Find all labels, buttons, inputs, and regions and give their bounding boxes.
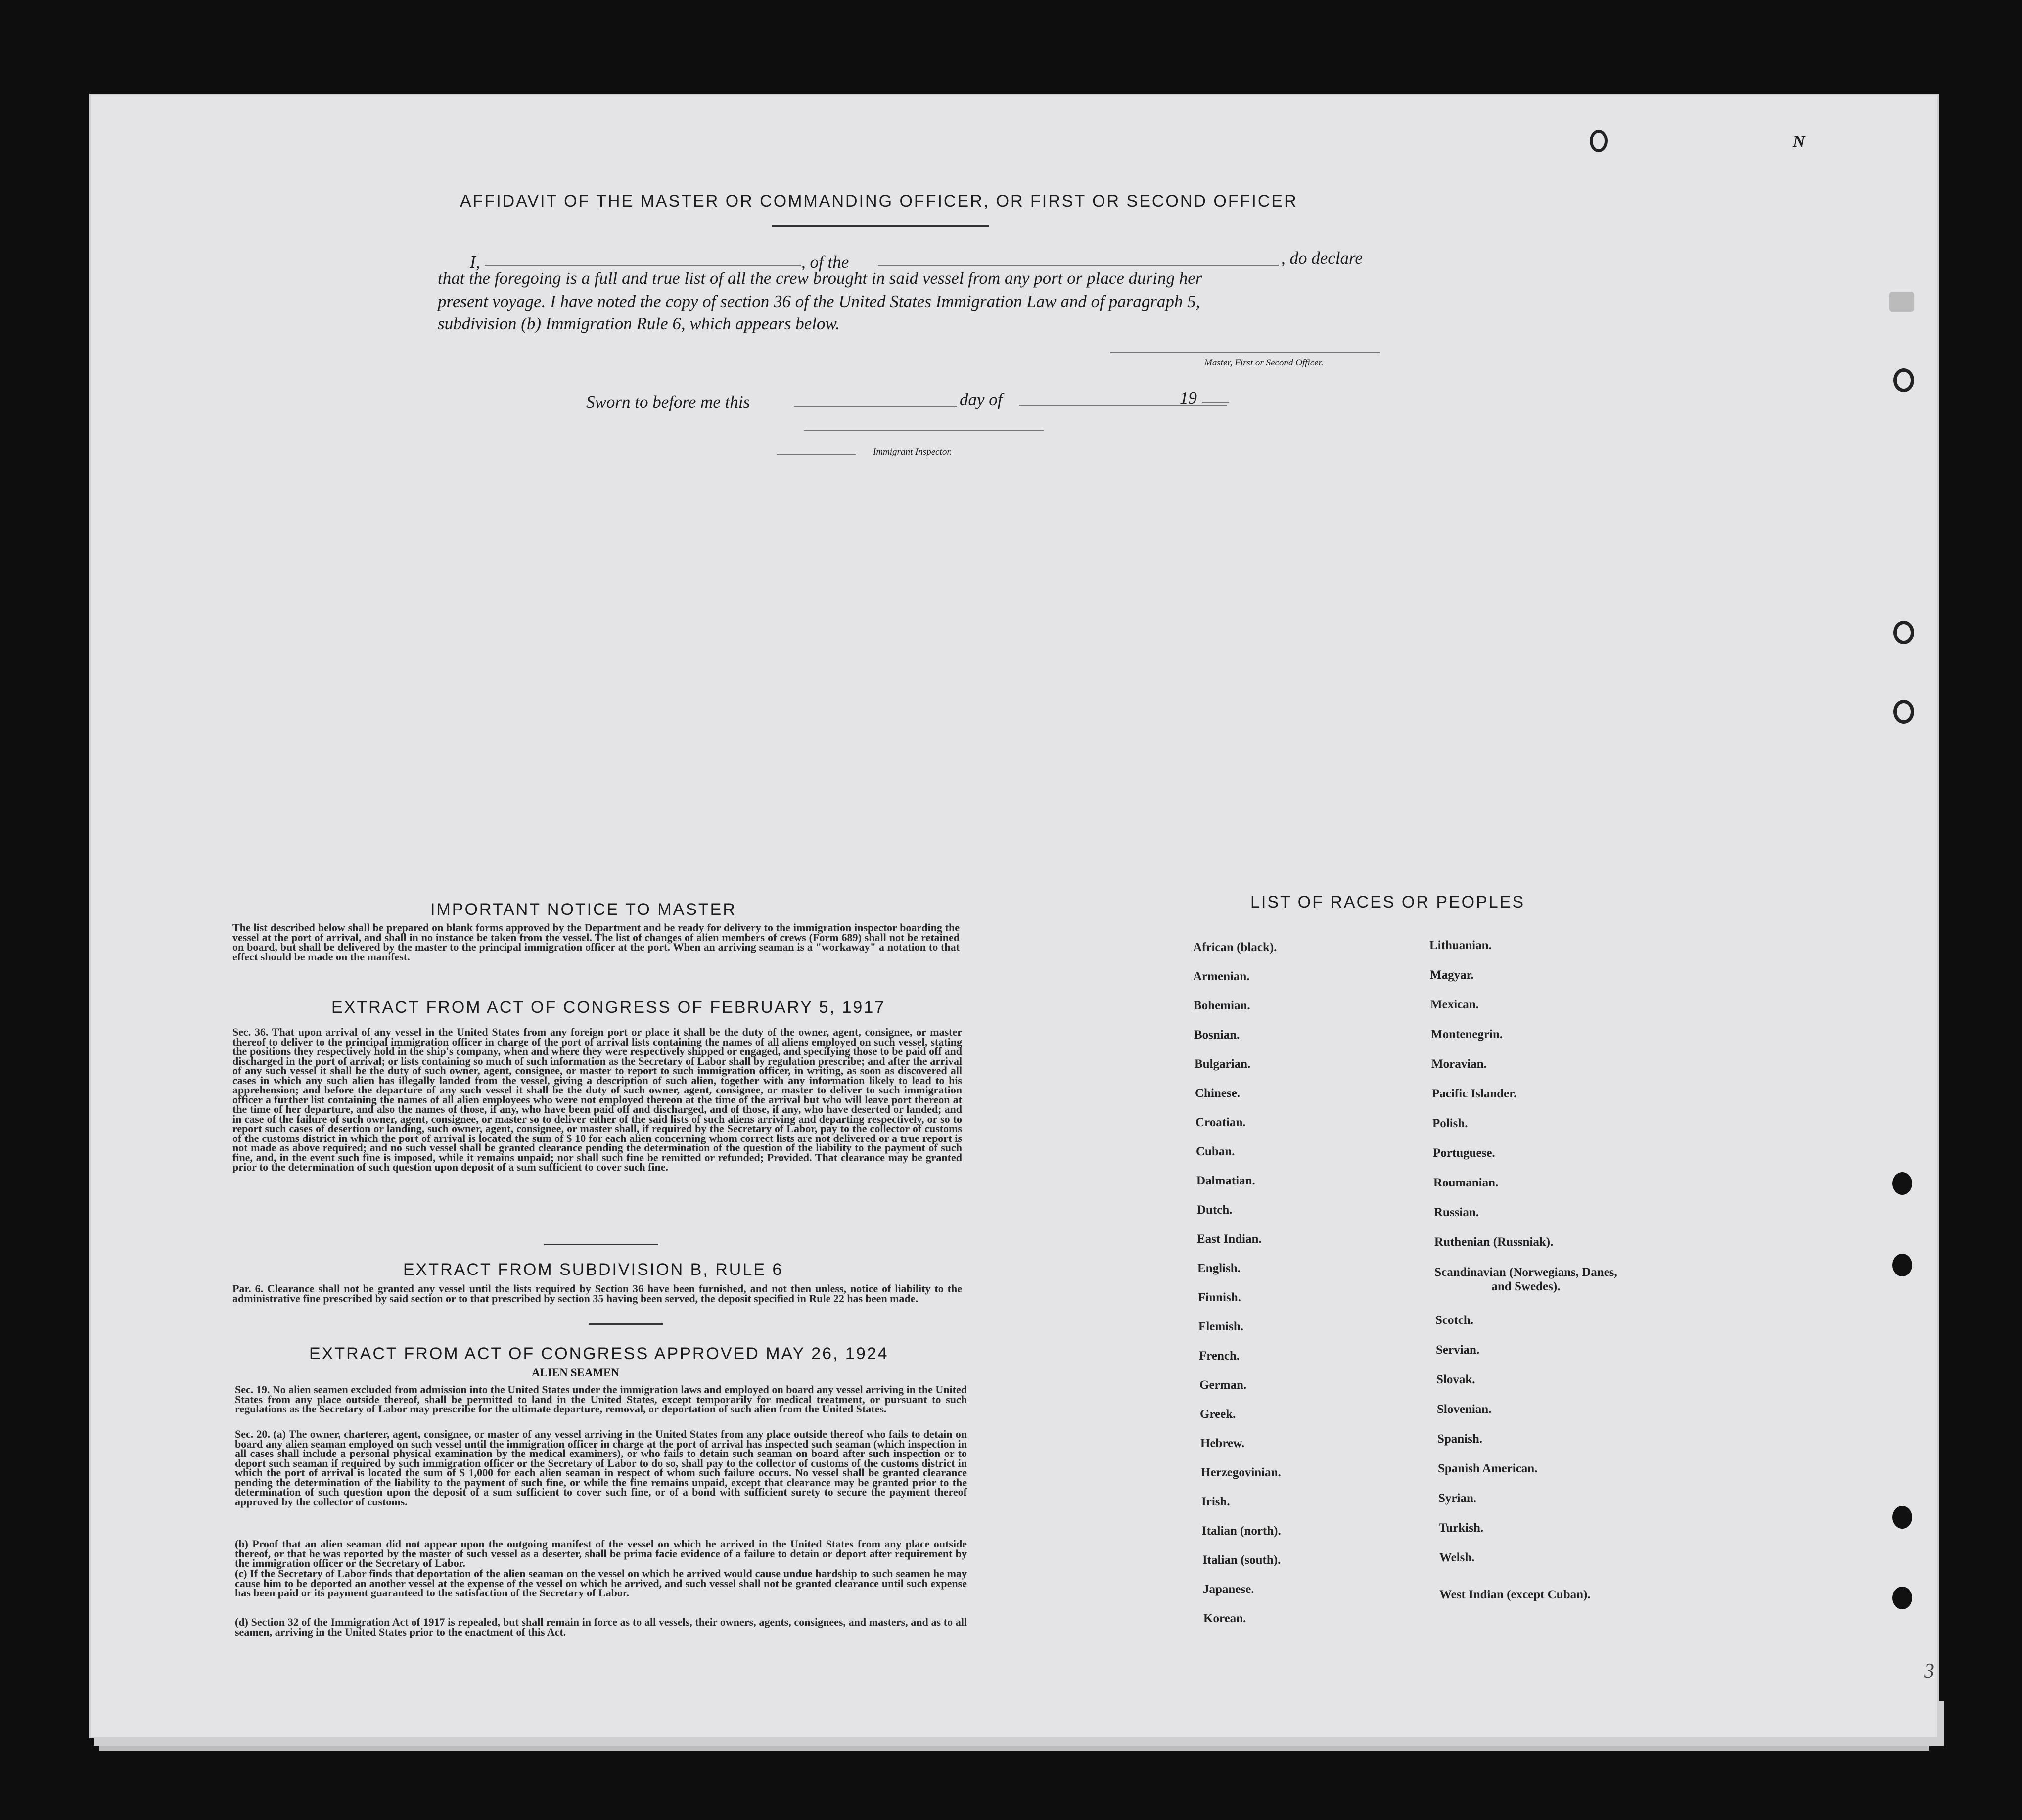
extract-rule6-title: EXTRACT FROM SUBDIVISION B, RULE 6 <box>403 1260 783 1279</box>
race-item: Slovak. <box>1436 1373 1475 1386</box>
race-item: Roumanian. <box>1433 1176 1499 1189</box>
race-item: Spanish. <box>1437 1432 1483 1446</box>
margin-number: 3 <box>1924 1660 1934 1683</box>
inspector-caption: Immigrant Inspector. <box>873 447 952 457</box>
extract-1924-sec20: Sec. 20. (a) The owner, charterer, agent, consignee, or master of any vessel arriving in the United States from any place outside thereof who fails to detain on board any alien seaman employed on such vessel until the immigration officer in charge at the port of arrival has inspected such seaman (which inspection in all cases shall include a personal physical examination by the medical examiners), or who fails to detain such seaman on board after such inspection or to deport such seaman if required by such immigration officer or the Secretary of Labor to do so, shall pay to the collector of customs of the customs district in which the port of arrival is located the sum of $ 1,000 for each alien seaman in respect of whom such failure occurs. No vessel shall be granted clearance pending the determination of the liability to the payment of such fine, or while the fine remains unpaid, except that clearance may be granted prior to the determination of such question upon the deposit of a sum sufficient to cover such fine, or of a bond with sufficient surety to secure the payment thereof approved by the collector of customs. <box>235 1428 967 1508</box>
race-item: Turkish. <box>1439 1521 1484 1535</box>
race-item: Magyar. <box>1430 968 1474 982</box>
binder-tab <box>1889 292 1914 312</box>
race-item: Mexican. <box>1430 998 1479 1011</box>
race-item: Irish. <box>1201 1495 1230 1508</box>
master-caption: Master, First or Second Officer. <box>1204 358 1324 368</box>
notice-text: The list described below shall be prepared on blank forms approved by the Department and be ready for delivery to the immigration inspector boarding the vessel at the port of arrival, and shall in no instance be taken from the vessel. The list of changes of alien members of crews (Form 689) shall not be retained on board, but shall be delivered by the master to the principal immigration officer at the port. When an arriving seaman is a "workaway" a notation to that effect should be made on the manifest. <box>232 921 960 963</box>
race-item: Moravian. <box>1431 1057 1487 1071</box>
extract-1924-c: (c) If the Secretary of Labor finds that deportation of the alien seaman on the vessel on which he arrived would cause undue hardship to such seamen he may cause him to be deported an another vessel at the expense of the vessel on which he arrived, and such vessel shall not be granted clearance until such expense has been paid or its payment guaranteed to the satisfaction of the Secretary of Labor. <box>235 1567 967 1599</box>
race-item: Flemish. <box>1198 1320 1243 1333</box>
name-blank-line <box>485 265 801 266</box>
race-item: Japanese. <box>1203 1583 1254 1596</box>
race-item: Korean. <box>1203 1612 1246 1625</box>
notice-title: IMPORTANT NOTICE TO MASTER <box>430 900 736 919</box>
race-item: Ruthenian (Russniak). <box>1434 1235 1554 1249</box>
race-item: Bulgarian. <box>1195 1057 1251 1071</box>
vessel-blank-line <box>878 265 1279 266</box>
affidavit-line2: that the foregoing is a full and true list of all the crew brought in said vessel from any port or place during her <box>438 269 1202 288</box>
year-line <box>1202 402 1229 403</box>
affidavit-line3: present voyage. I have noted the copy of section 36 of the United States Immigration Law and of paragraph 5, <box>438 292 1200 311</box>
affidavit-i: I, <box>470 252 480 272</box>
master-signature-line <box>1110 352 1380 353</box>
race-item: Scandinavian (Norwegians, Danes, and Swedes). <box>1434 1266 1617 1293</box>
race-item: Greek. <box>1200 1408 1236 1421</box>
extract-1924-title: EXTRACT FROM ACT OF CONGRESS APPROVED MAY 26, 1924 <box>309 1344 889 1363</box>
year-label: 19 <box>1180 388 1197 408</box>
title-rule <box>772 225 989 227</box>
race-item: Montenegrin. <box>1431 1028 1503 1041</box>
race-item: Cuban. <box>1196 1145 1235 1158</box>
race-item: Herzegovinian. <box>1201 1466 1281 1479</box>
affidavit-line4: subdivision (b) Immigration Rule 6, which appears below. <box>438 314 840 333</box>
race-item: African (black). <box>1193 941 1277 954</box>
race-item: Servian. <box>1436 1343 1480 1357</box>
binder-hole <box>1893 700 1914 724</box>
affidavit-title: AFFIDAVIT OF THE MASTER OR COMMANDING OFFICER, OR FIRST OR SECOND OFFICER <box>460 192 1298 211</box>
extract-1924-d: (d) Section 32 of the Immigration Act of 1917 is repealed, but shall remain in force as to all vessels, their owners, agents, consignees, and masters, and as to all seamen, arriving in the United States prior to the enactment of this Act. <box>235 1616 967 1638</box>
race-item: French. <box>1199 1349 1240 1363</box>
race-item: Hebrew. <box>1200 1437 1245 1450</box>
races-title: LIST OF RACES OR PEOPLES <box>1250 893 1525 911</box>
race-item: Dutch. <box>1197 1203 1233 1217</box>
race-item: Finnish. <box>1198 1291 1241 1304</box>
race-item: Pacific Islander. <box>1432 1087 1517 1100</box>
extract-1924-sec19: Sec. 19. No alien seamen excluded from admission into the United States under the immigration laws and employed on board any vessel arriving in the United States from any place outside thereof, shall be permitted to land in the United States, except temporarily for medical treatment, or pursuant to such regulations as the Secretary of Labor may prescribe for the ultimate departure, removal, or deportation of such alien from the United States. <box>235 1383 967 1415</box>
race-item: Chinese. <box>1195 1087 1240 1100</box>
extract-1917-text: Sec. 36. That upon arrival of any vessel in the United States from any foreign port or place it shall be the duty of the owner, agent, consignee, or master thereof to deliver to the principal immigration officer in charge of the port of arrival lists containing the names of all aliens employed on such vessel, stating the positions they respectively hold in the ship's company, when and where they were respectively shipped or engaged, and specifying those to be paid off and discharged in the port of arrival; or lists containing so much of such information as the Secretary of Labor shall by regulation prescribe; and after the arrival of any such vessel it shall be the duty of such owner, agent, consignee, or master to report to such immigration officer, in writing, as soon as discovered all cases in which any such alien has illegally landed from the vessel, giving a description of such alien, together with any information likely to lead to his apprehension; and before the departure of any such vessel it shall be the duty of such owner, agent, consignee, or master to deliver to such immigration officer a further list containing the names of all alien employees who were not employed thereon at the time of the arrival but who will leave port thereon at the time of her departure, and also the names of those, if any, who have been paid off and discharged, and of those, if any, who have deserted or landed; and in case of the failure of such owner, agent, consignee, or master so to deliver either of the said lists of such aliens arriving and departing respectively, or so to report such cases of desertion or landing, such owner, agent, consignee, or master shall, if required by the Secretary of Labor, pay to the collector of customs of the customs district in which the port of arrival is located the sum of $ 10 for each alien concerning whom correct lists are not delivered or a true report is not made as above required; and no such vessel shall be granted clearance pending the determination of the question of the liability to the payment of such fine, and, in the event such fine is imposed, while it remains unpaid; nor shall such fine be remitted or refunded; Provided. That clearance may be granted prior to the determination of such question upon deposit of a sum sufficient to cover such fine. <box>232 1026 962 1173</box>
race-item: Bohemian. <box>1194 999 1250 1012</box>
extract-rule6-text: Par. 6. Clearance shall not be granted any vessel until the lists required by Section 36 have been furnished, and not then unless, notice of liability to the administrative fine prescribed by said section or to that prescribed by section 35 having been served, the deposit specified in Rule 22 has been made. <box>232 1282 962 1305</box>
race-item: Bosnian. <box>1194 1028 1240 1042</box>
section-rule <box>544 1244 658 1245</box>
race-item: Lithuanian. <box>1429 939 1492 952</box>
binder-hole <box>1893 368 1914 392</box>
race-item: German. <box>1199 1378 1247 1392</box>
affidavit-declare: , do declare <box>1281 248 1363 268</box>
race-item: Croatian. <box>1195 1116 1246 1129</box>
sworn-label: Sworn to before me this <box>586 392 750 411</box>
race-item: Slovenian. <box>1437 1403 1492 1416</box>
corner-mark: N <box>1793 133 1805 151</box>
inspector-short-line <box>777 454 856 455</box>
extract-1924-b: (b) Proof that an alien seaman did not appear upon the outgoing manifest of the vessel on which he arrived in the United States from any place outside thereof, or that he was reported by the master of such vessel as a deserter, shall be prima facie evidence of a failure to detain or deport after requirement by the immigration officer or the Secretary of Labor. <box>235 1538 967 1569</box>
race-item: Dalmatian. <box>1196 1174 1255 1187</box>
race-item: Spanish American. <box>1438 1462 1538 1475</box>
binder-hole <box>1892 1587 1912 1609</box>
binder-hole <box>1892 1172 1912 1195</box>
binder-hole <box>1892 1506 1912 1529</box>
affidavit-of-the: , of the <box>801 252 849 272</box>
day-of-label: day of <box>960 390 1003 409</box>
binder-hole <box>1893 621 1914 644</box>
inspector-signature-line <box>804 430 1044 431</box>
race-item: Syrian. <box>1438 1492 1477 1505</box>
binder-hole <box>1892 1254 1912 1276</box>
race-item: Russian. <box>1434 1206 1479 1219</box>
race-item: English. <box>1197 1262 1241 1275</box>
race-item: Italian (north). <box>1202 1524 1281 1538</box>
section-rule <box>589 1323 663 1325</box>
race-item: Armenian. <box>1193 970 1250 983</box>
race-item: East Indian. <box>1197 1232 1262 1246</box>
race-item: Scotch. <box>1435 1314 1474 1327</box>
punch-ring-mark <box>1590 130 1608 152</box>
race-item: West Indian (except Cuban). <box>1439 1588 1591 1601</box>
race-item: Welsh. <box>1439 1551 1475 1564</box>
alien-seamen-subtitle: ALIEN SEAMEN <box>532 1366 620 1379</box>
sworn-day-line <box>794 406 957 407</box>
race-item: Polish. <box>1432 1117 1468 1130</box>
extract-1917-title: EXTRACT FROM ACT OF CONGRESS OF FEBRUARY 5, 1917 <box>331 998 886 1017</box>
race-item: Italian (south). <box>1202 1553 1281 1567</box>
race-item: Portuguese. <box>1433 1146 1495 1160</box>
